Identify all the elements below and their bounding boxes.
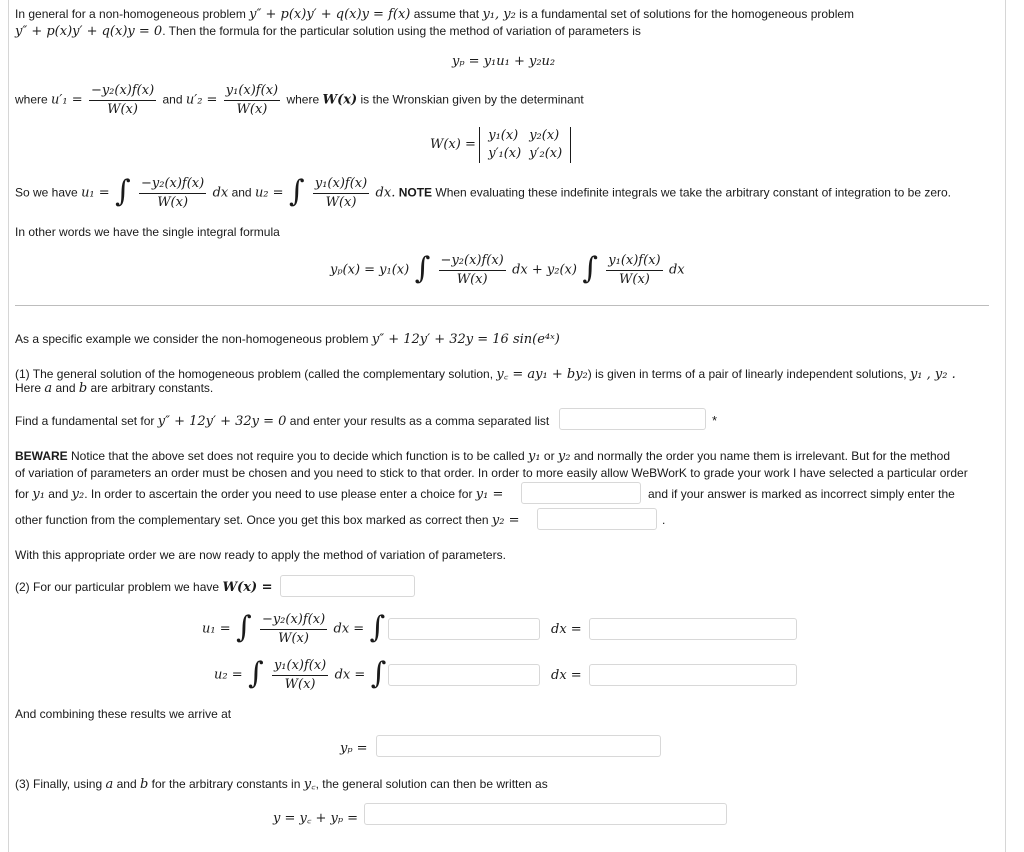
dx-equals: dx = [551,668,582,683]
yp-equals-label: yₚ = [340,741,368,756]
beware-text: for [15,487,30,501]
u2-fraction [272,658,328,693]
dx-text: dx [668,262,685,278]
formula-fraction-2 [606,253,662,288]
yp-formula: yₚ = y₁u₁ + y₂u₂ [452,54,556,69]
fraction-numerator: y₁(x)f(x) [313,176,369,194]
fraction-numerator: y₁(x)f(x) [224,83,280,101]
beware-text: Notice that the above set does not require you to decide which function is to be called [71,449,525,463]
find-text: Find a fundamental set for [15,414,155,428]
beware-line-1 [15,449,950,464]
or-text: or [543,449,555,463]
solution-pair: y₁ , y₂ . [909,367,956,382]
u1-integrand-input[interactable] [388,618,540,640]
integral-sign-icon: ∫ [414,250,431,286]
single-integral-formula [330,250,685,288]
yp-input[interactable] [376,735,661,757]
so-text: So we have [15,185,78,200]
wronskian-input[interactable] [280,575,415,597]
integral-sign-icon: ∫ [582,250,598,286]
det-cell: y₁(x) [488,128,519,143]
complementary-solution: y꜀ = ay₁ + by₂ [496,367,588,382]
and-text: and [162,92,183,107]
constant-b: b [78,381,88,396]
yc-symbol: y꜀ [303,777,316,792]
intro-text: assume that [413,7,480,21]
determinant-matrix [479,127,571,163]
u2-row [214,655,388,693]
note-text: When evaluating these indefinite integrals we take the arbitrary constant of integration to be zero. [435,185,952,200]
beware-line-3 [15,487,503,502]
homogeneous-ode: y″ + p(x)y′ + q(x)y = 0 [15,24,163,39]
part1-text: (1) The general solution of the homogeneous problem (called the complementary solution, [15,367,494,381]
integral-sign-icon: ∫ [370,655,387,691]
integral-sign-icon: ∫ [369,609,386,645]
y1-input[interactable] [521,482,641,504]
where-text: is the Wronskian given by the determinant [360,92,584,107]
so-we-have-line [15,173,952,211]
period: . [662,513,666,527]
beware-label: BEWARE [15,449,68,463]
fraction-denominator: W(x) [619,272,650,287]
beware-text: . In order to ascertain the order you need to use please enter a choice for [84,487,473,501]
part1-line-2 [15,381,213,396]
part2-text: (2) For our particular problem we have [15,580,220,594]
where-line [15,83,584,118]
note-label: NOTE [398,185,433,200]
u2-prime-fraction [224,83,280,118]
formula-fraction-1 [439,253,506,288]
fraction-denominator: W(x) [157,195,189,210]
intro-text: is a fundamental set of solutions for the homogeneous problem [519,7,855,21]
beware-line-4 [15,513,520,528]
fraction-numerator: −y₂(x)f(x) [439,253,506,271]
y2-equals-label: y₂ = [491,513,520,528]
fraction-denominator: W(x) [236,102,268,117]
det-cell: y′₂(x) [529,146,563,161]
single-formula-text: In other words we have the single integral formula [15,225,280,239]
fraction-denominator: W(x) [107,102,138,117]
u1-row [202,609,387,647]
fundamental-set-input[interactable] [559,408,706,430]
det-cell: y′₁(x) [488,146,522,161]
y2-input[interactable] [537,508,657,530]
and-text: and [116,777,137,791]
part1-text: are arbitrary constants. [90,381,214,395]
u2-integrand-fraction [313,176,369,211]
beware-line-2: of variation of parameters an order must be chosen and you need to stick to that order. In order to more easily allow WeBWorK to grade your work I have selected a particular order [15,466,968,480]
wronskian-equals-label: W(x) = [222,580,273,595]
intro-line-1 [15,7,854,22]
dx-equals: dx = [333,621,365,637]
constant-a: a [105,777,114,792]
find-text: and enter your results as a comma separated list [289,414,550,428]
example-ode: y″ + 12y′ + 32y = 16 sin(e⁴ˣ) [371,332,560,347]
general-solution-input[interactable] [364,803,727,825]
homogeneous-example-ode: y″ + 12y′ + 32y = 0 [157,414,287,429]
y1-symbol: y₁ [527,449,541,464]
where-text: where [286,92,320,107]
find-fundamental-line [15,414,549,429]
fraction-numerator: −y₂(x)f(x) [89,83,156,101]
y2-symbol: y₂ [557,449,571,464]
dx-text: dx [212,185,229,201]
u1-fraction [260,612,327,647]
u2-integrand-input[interactable] [388,664,540,686]
u2-label: u₂ = [214,667,243,683]
intro-text: In general for a non-homogeneous problem [15,7,246,21]
y1-symbol: y₁ [32,487,45,502]
dx-equals: dx = [334,667,366,683]
ready-text: With this appropriate order we are now ready to apply the method of variation of parameters. [15,548,506,562]
determinant-lhs: W(x) = [430,137,476,153]
integral-sign-icon: ∫ [235,609,252,645]
part3-line [15,774,548,792]
part3-text: (3) Finally, using [15,777,103,791]
y1-equals-label: y₁ = [475,487,504,502]
fraction-denominator: W(x) [278,631,309,646]
u1-result-input[interactable] [589,618,797,640]
combine-text: And combining these results we arrive at [15,707,232,721]
integral-sign-icon: ∫ [288,173,305,209]
part1-text: Here [15,381,42,395]
and-text: and [231,185,252,200]
u1-label: u₁ = [202,621,231,637]
example-line [15,332,560,347]
part3-text: , the general solution can then be written as [315,777,548,791]
fraction-numerator: −y₂(x)f(x) [260,612,327,630]
fraction-numerator: −y₂(x)f(x) [139,176,206,194]
and-text: and [55,381,76,395]
u1-prime-label: u′₁ = [51,92,83,108]
fraction-numerator: y₁(x)f(x) [606,253,662,271]
beware-line-3-end: and if your answer is marked as incorrect simply enter the [648,487,955,501]
dx-equals: dx = [551,622,582,637]
part1-text: ) is given in terms of a pair of linearly independent solutions, [587,367,907,381]
integral-sign-icon: ∫ [115,173,131,209]
det-cell: y₂(x) [529,128,560,143]
fraction-denominator: W(x) [456,272,488,287]
fundamental-pair: y₁, y₂ [482,7,516,22]
wronskian-determinant [430,127,571,163]
u1-integrand-fraction [139,176,206,211]
where-text: where [15,92,48,107]
general-solution-label: y = y꜀ + yₚ = [273,811,359,826]
y2-symbol: y₂ [71,487,85,502]
dx-text: dx. [375,185,396,201]
yp-lhs: yₚ(x) = y₁(x) [330,262,410,278]
part1-line-1 [15,364,956,382]
fraction-denominator: W(x) [325,195,357,210]
section-divider [15,305,989,306]
intro-text: . Then the formula for the particular solution using the method of variation of parameters is [162,24,641,38]
part3-text: for the arbitrary constants in [151,777,301,791]
required-star: * [712,413,718,428]
u2-label: u₂ = [254,185,284,201]
u1-prime-fraction [89,83,156,118]
intro-line-2 [15,24,641,39]
general-ode: y″ + p(x)y′ + q(x)y = f(x) [249,7,411,22]
fraction-numerator: y₁(x)f(x) [272,658,328,676]
beware-text: and normally the order you name them is irrelevant. But for the method [573,449,951,463]
u2-result-input[interactable] [589,664,797,686]
formula-middle: dx + y₂(x) [512,262,577,278]
wronskian-line [15,580,273,595]
and-text: and [48,487,69,501]
constant-b: b [139,777,149,792]
constant-a: a [44,381,53,396]
u1-label: u₁ = [81,185,110,201]
u2-prime-label: u′₂ = [185,92,218,108]
wronskian-symbol: W(x) [322,92,358,108]
example-text: As a specific example we consider the non-homogeneous problem [15,332,369,346]
fraction-denominator: W(x) [284,677,316,692]
beware-text: other function from the complementary set. Once you get this box marked as correct then [15,513,489,527]
integral-sign-icon: ∫ [247,655,264,691]
